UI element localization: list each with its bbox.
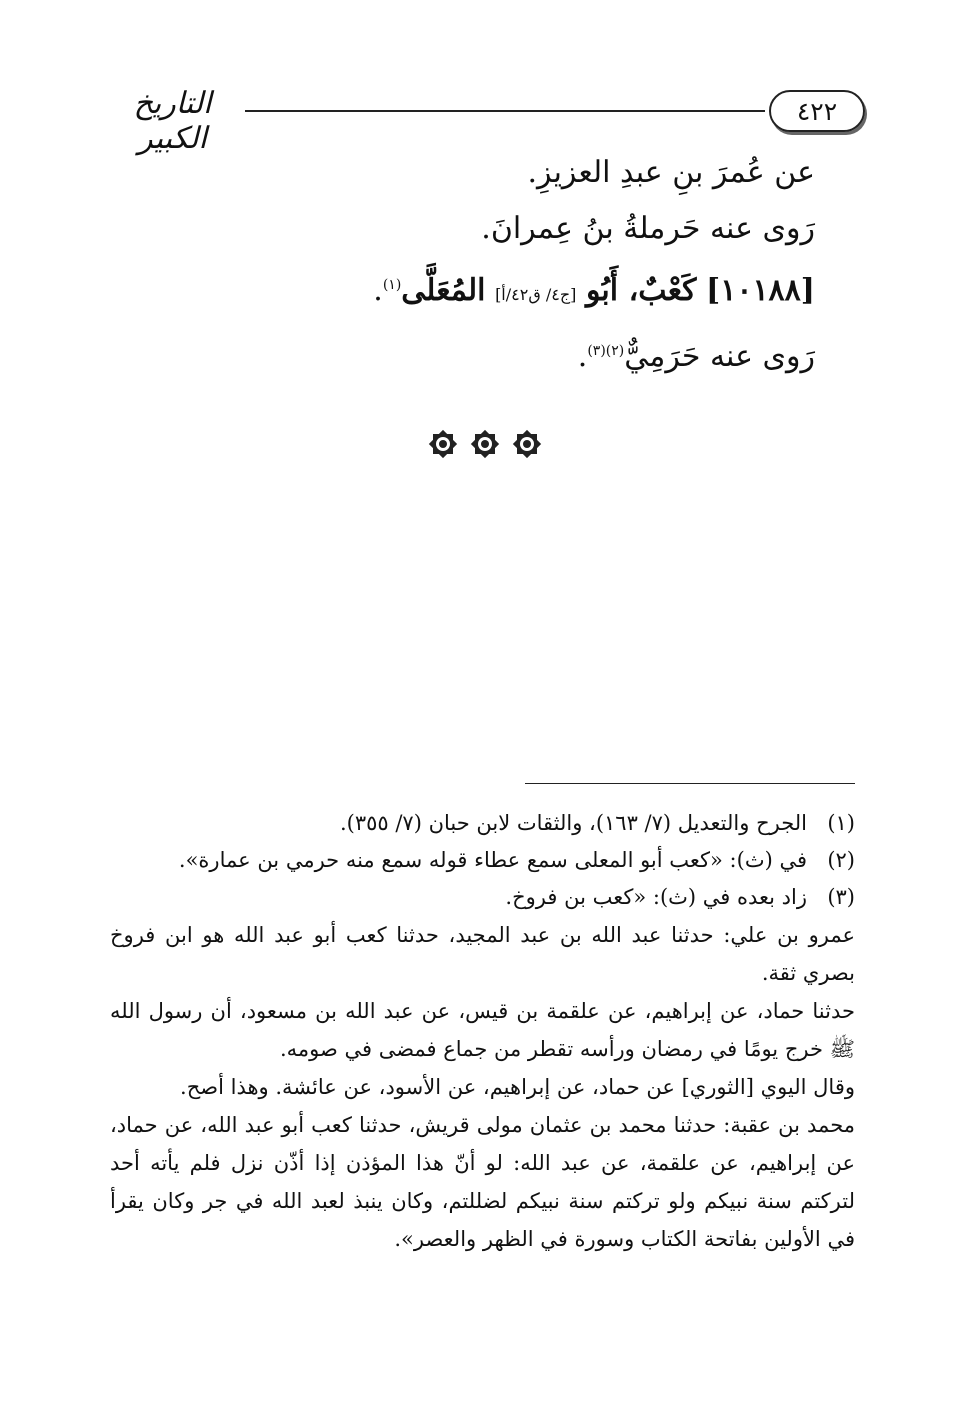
main-line-4-text: رَوى عنه حَرَمِيٌّ bbox=[624, 339, 815, 374]
folio-reference: [ج٤/ ق٤٢/أ] bbox=[495, 285, 577, 304]
entry-name: كَعْبٌ، أَبُو bbox=[585, 273, 697, 308]
entry-name-end: المُعَلَّى bbox=[401, 273, 486, 308]
section-divider-ornaments bbox=[0, 428, 970, 460]
footnote-separator bbox=[525, 783, 855, 784]
footnote-1 bbox=[110, 805, 855, 842]
main-line-4-end: . bbox=[577, 339, 588, 374]
footnote-3 bbox=[110, 879, 855, 916]
footnote-text: في (ث): «كعب أبو المعلى سمع عطاء قوله سمع منه حرمي بن عمارة». bbox=[178, 848, 807, 872]
page-number-badge: ٤٢٢ bbox=[769, 90, 865, 132]
main-line-2: رَوى عنه حَرملةُ بنُ عِمرانَ. bbox=[481, 211, 815, 246]
footnote-number: (٢) bbox=[827, 848, 855, 872]
footnote-refs-2-3: (٢)(٣) bbox=[587, 343, 625, 359]
book-title: التاريخ الكبير bbox=[133, 86, 212, 156]
flower-ornament-icon bbox=[427, 428, 459, 460]
entry-number: [١٠١٨٨] bbox=[706, 273, 815, 308]
footnotes bbox=[110, 805, 855, 1258]
footnote-text: الجرح والتعديل (٧/ ١٦٣)، والثقات لابن حبان (٧/ ٣٥٥). bbox=[339, 811, 807, 835]
footnote-ref-1: (١) bbox=[382, 277, 402, 293]
footnote-2 bbox=[110, 842, 855, 879]
main-text bbox=[115, 145, 815, 385]
flower-ornament-icon bbox=[469, 428, 501, 460]
footnote-text: زاد بعده في (ث): «كعب بن فروخ. bbox=[505, 885, 807, 909]
footnote-number: (٣) bbox=[827, 885, 855, 909]
footnote-paragraph: عمرو بن علي: حدثنا عبد الله بن عبد المجيد، حدثنا كعب أبو عبد الله هو ابن فروخ بصري ثقة. bbox=[110, 923, 855, 985]
main-line-1: عن عُمرَ بنِ عبدِ العزيزِ. bbox=[527, 155, 815, 190]
footnote-3-continuation bbox=[110, 916, 855, 1258]
page-header bbox=[105, 80, 865, 156]
footnote-paragraph: محمد بن عقبة: حدثنا محمد بن عثمان مولى قريش، حدثنا كعب أبو عبد الله، عن حماد، عن إبراهيم، عن علقمة، عن عبد الله: لو أنّ هذا المؤذن إذا أذّن نزل فلم يأته أحد لتركتم سنة نبيكم ولو تركتم سنة نبيكم لضللتم، وكان ينبذ لعبد الله في جر وكان يقرأ في الأولين بفاتحة الكتاب وسورة في الظهر والعصر». bbox=[110, 1113, 855, 1251]
footnote-paragraph: وقال اليوي [الثوري] عن حماد، عن إبراهيم، عن الأسود، عن عائشة. وهذا أصح. bbox=[180, 1075, 855, 1099]
entry-end: . bbox=[373, 273, 383, 308]
footnote-paragraph: حدثنا حماد، عن إبراهيم، عن علقمة بن قيس، عن عبد الله بن مسعود، أن رسول الله ﷺ خرج يومًا في رمضان ورأسه تقطر من جماع فمضى في صومه. bbox=[110, 999, 855, 1061]
flower-ornament-icon bbox=[511, 428, 543, 460]
main-line-4 bbox=[115, 323, 815, 385]
header-rule bbox=[245, 110, 765, 112]
footnote-number: (١) bbox=[827, 811, 855, 835]
entry-heading bbox=[115, 257, 815, 323]
